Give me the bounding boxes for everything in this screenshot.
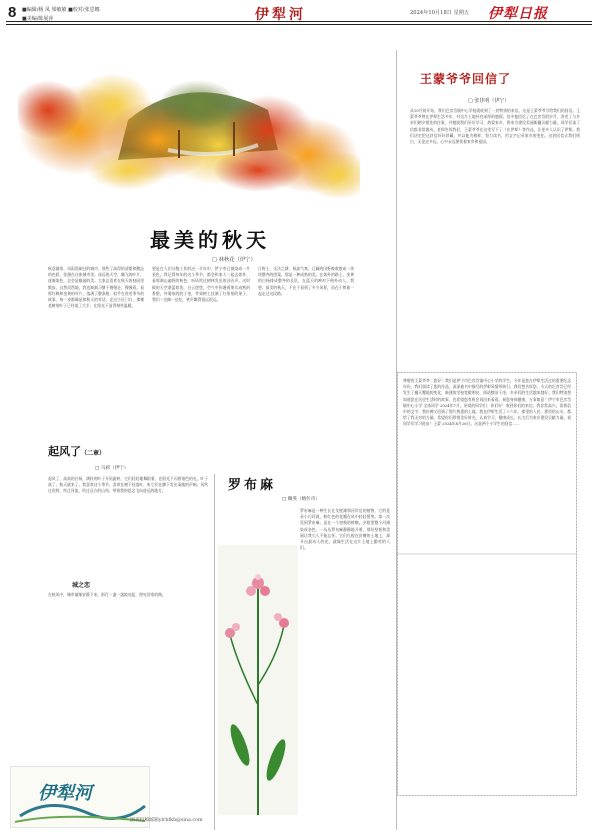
column-divider bbox=[214, 474, 215, 830]
column-logo-text: 伊犁河 bbox=[38, 783, 92, 804]
designer-line: ■美编/陈展萍 bbox=[22, 16, 54, 22]
luobuma-intro bbox=[218, 508, 294, 542]
main-article-col-2: 要是在人们分散工作的这一半年中，伊宁市已被染成一片金色。我记得每年的这个季节，都会和家人一起去郊外，看那满山遍野的秋色，听风吹过树林发出的沙沙声。这时候的天空湛蓝如洗，白云悠悠，空气中弥漫着果实成熟的香甜。外婆家的院子里，苹果树上挂满了红彤彤的果子，我们一边摘一边吃，笑声飘得很远很远。 bbox=[152, 266, 250, 303]
right-article-title: 王蒙爷爷回信了 bbox=[420, 72, 512, 86]
section-title: 伊犁河 bbox=[255, 7, 306, 23]
fengle-subtitle: （二章） bbox=[81, 450, 106, 457]
fengle-title bbox=[48, 443, 105, 459]
main-article-author: □ 林秋花（伊宁） bbox=[212, 257, 256, 263]
letters-body: 尊敬的王蒙爷爷：您好！我们是伊宁市巴彦岱镇中心小学的学生。今年是您在伊犁生活过的重要纪念年份，我们阅读了您的作品，深深被书中描写的伊犁风情所吸引。我们想告诉您，今天的巴彦岱已经发生了翻天覆地的变化，新建的学校宽敞明亮，街道整洁干净，乡亲们的生活越来越好。我们特别想知道您在这里生活时的故事，也希望您有机会再回来看看。祝您身体健康，万事如意！伊宁市巴彦岱镇中心小学 全体同学 2024年7月。亲爱的同学们：你们好！收到你们的来信，我非常高兴。读着信中的文字，我仿佛又回到了那片熟悉的土地。我在伊犁生活了十六年，那里的人民、那里的山水，都给了我无穷的力量。希望你们珍惜美好时光，认真学习，健康成长，长大后为家乡建设贡献力量。祝同学们学习进步！王蒙 2024年8月26日。这是两个小学生的回信…… bbox=[403, 378, 571, 427]
autumn-landscape-photo bbox=[18, 50, 360, 198]
luobuma-author: □ 赖英（喀什市） bbox=[282, 497, 320, 502]
main-article-title: 最美的秋天 bbox=[150, 228, 270, 252]
fengle-author: □ 马莉（伊宁） bbox=[95, 466, 129, 471]
right-article-body: 从10月初开始，我们巴彦岱镇中心学校就收到了一封特别的来信，这是王蒙爷爷写给我们的回信。王蒙爷爷曾在伊犁生活多年，对这片土地怀有深厚的感情。信中他回忆了在巴彦岱的岁月，讲述了与乡亲们朝夕相处的往事，并勉励我们好好学习，热爱家乡，将来为建设美丽新疆贡献力量。同学们读了信都非常激动。老师告诉我们，王蒙爷爷在这里写下了《在伊犁》等作品，让更多人认识了伊犁。我们决定把这封信好好珍藏，并以他为榜样，努力读书，用文字记录家乡的变化。这封回信让我们明白，无论走多远，心中永远要装着家乡和祖国。 bbox=[410, 108, 580, 145]
luobuma-flower-photo bbox=[218, 545, 298, 815]
header-rule bbox=[6, 21, 592, 22]
right-article-author: □ 张佳明（伊宁） bbox=[468, 98, 510, 104]
page-header bbox=[0, 0, 598, 44]
luobuma-title: 罗布麻 bbox=[228, 478, 277, 493]
fengle-title-text: 起风了 bbox=[48, 445, 81, 458]
editor-line: ■编辑/杨 凤 梁敏敏 ■校对/张思娜 bbox=[22, 7, 100, 13]
fengle-body: 起风了，高高的白杨，满枝的叶子开始旋转，它们轻轻地舞蹈着，在阳光下闪着银色的光。叶子落了，秋天就来了。我喜欢这个季节，喜欢在树下捡落叶，听它们在脚下发出清脆的声响。风吹过田野，吹过河流，吹过远方的山岗，带着我的思念飞向遥远的地方。 bbox=[48, 476, 208, 494]
header-rule-thin bbox=[6, 24, 592, 25]
poem-body: 在秋风中，城市渐渐安静下来，街灯一盏一盏地亮起，照亮回家的路。 bbox=[48, 592, 166, 597]
newspaper-logo: 伊犁日报 bbox=[488, 6, 548, 22]
issue-date: 2024年10月18日 星期五 bbox=[410, 10, 470, 16]
submission-email: 副刊投稿邮箱ylrbfkb@sina.com bbox=[130, 818, 203, 823]
luobuma-body: 罗布麻是一种生长在戈壁滩和河岸边的植物，它的花朵小巧玲珑，粉红色的花瓣在风中轻轻摇曳。第一次见到罗布麻，是在一个初秋的傍晚，夕阳把整个河滩染成金色，一丛丛罗布麻静静地开着，那份坚韧和美丽让我久久不能忘怀。它们扎根在贫瘠的土地上，却开出最动人的花，就像生活在这片土地上勤劳的人们。 bbox=[300, 508, 390, 551]
poem-title: 城之恋 bbox=[72, 582, 91, 589]
main-article-col-3: 日野土，无法之耕，秋高气爽，辽阔的田野被收割成一块块整齐的图案，那是一种成熟的美。在郊外的路上，金黄的白杨排成整齐的长队，在蓝天的映衬下格外动人。我想，最美的秋天，不在于看到了多少风景，而在于和谁一起走过这段路。 bbox=[258, 266, 354, 296]
page-number: 8 bbox=[8, 4, 17, 21]
main-article-col-1: 秋意渐浓，风雨洗刷过的城市，那些了高得的清甜和醒沁的色彩，弥漫在这座城市里。深远的天空，飘飞的叶片，逐渐染色，总会是眼前的美。大家总喜欢在秋天的校园里散步。自然而然地，我也渐渐习惯于慢慢走，慢慢看。看那红枫和金黄的叶片，落满了整条路，似乎在讲述季节的故事，每一步都像是和秋天的对话。走过小区门口，那棵老树的叶子已经落了大半，在阳光下显得格外温暖。 bbox=[48, 266, 144, 309]
column-divider bbox=[396, 50, 397, 830]
